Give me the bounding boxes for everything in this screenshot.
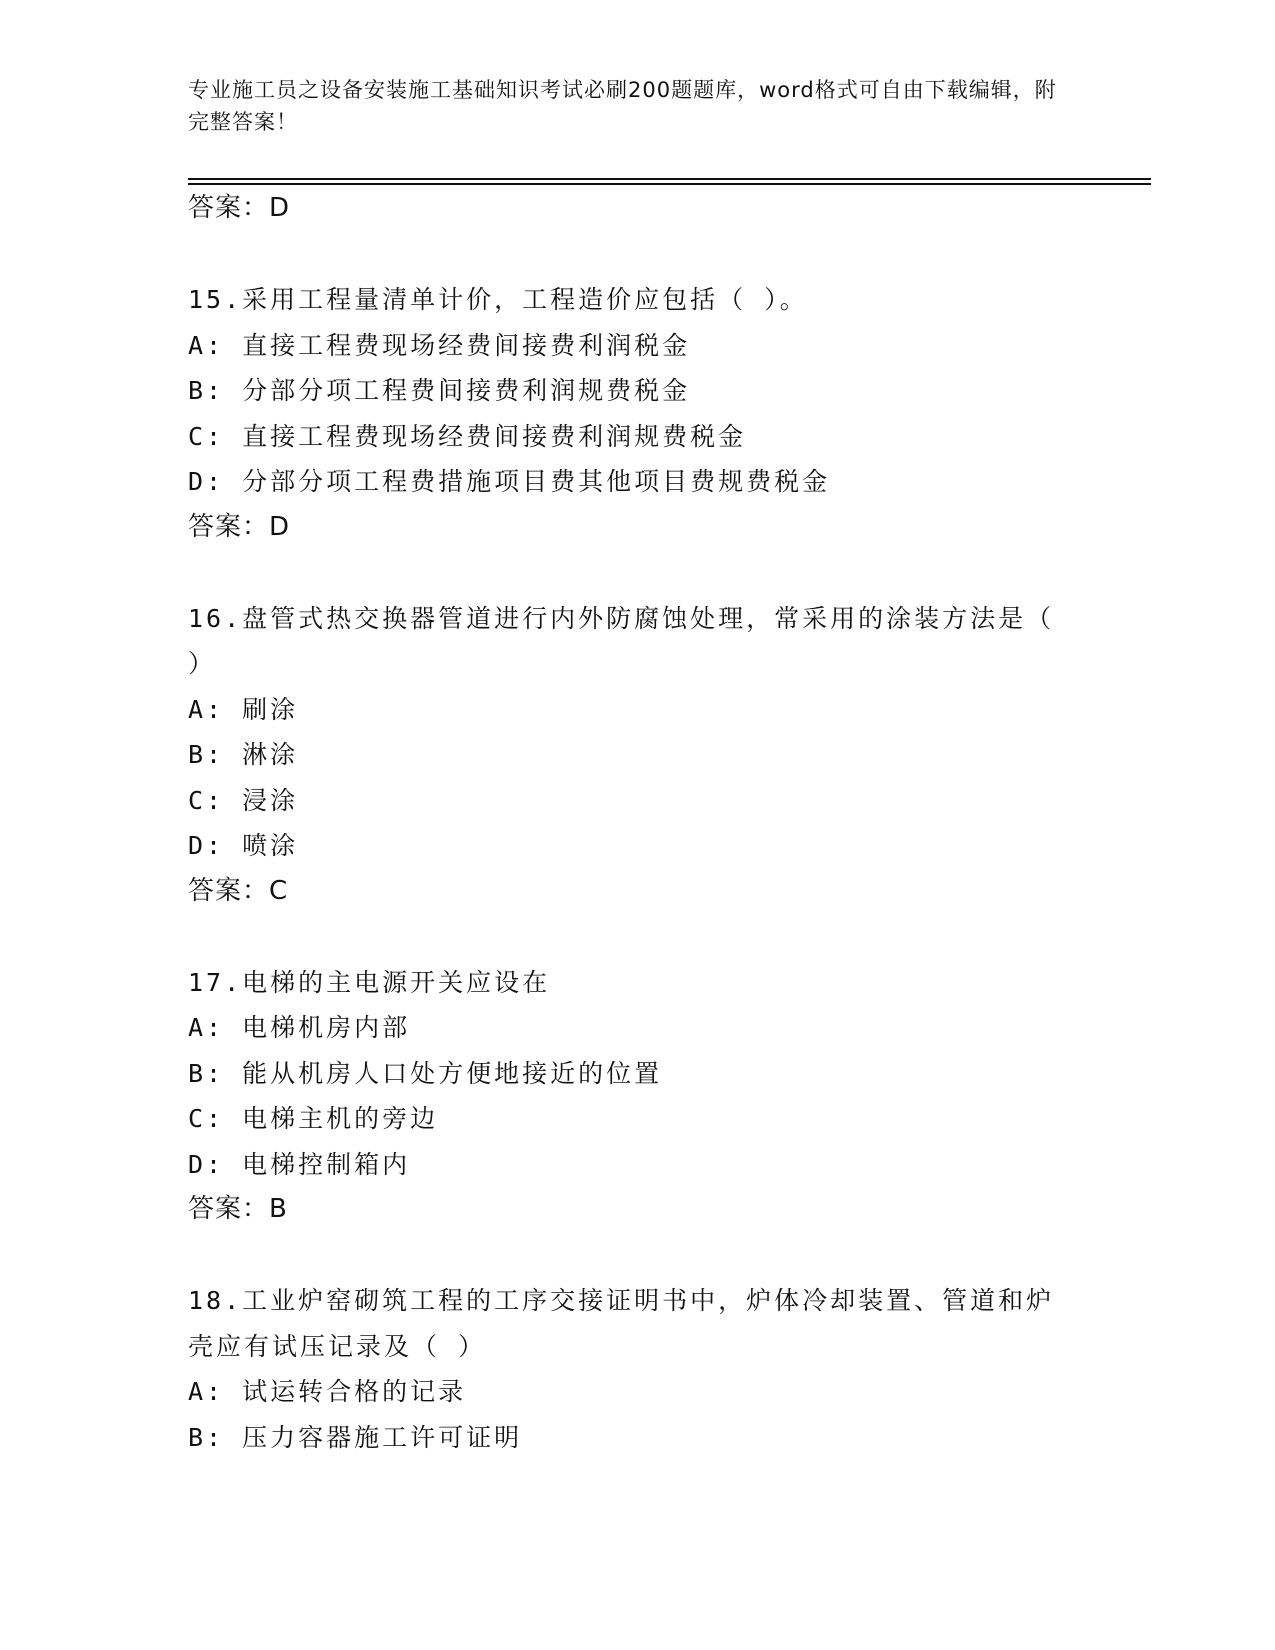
answer-line: 答案：D bbox=[188, 511, 291, 542]
question-content bbox=[188, 186, 1088, 1460]
option-b: B: 淋涂 bbox=[188, 740, 299, 769]
option-d: D: 喷涂 bbox=[188, 831, 299, 860]
answer-line: 答案：C bbox=[188, 875, 289, 906]
spacer bbox=[188, 914, 1088, 960]
option-c: C: 电梯主机的旁边 bbox=[188, 1104, 439, 1133]
option-c: C: 浸涂 bbox=[188, 785, 299, 815]
option-a: A: 直接工程费现场经费间接费利润税金 bbox=[188, 330, 691, 360]
spacer bbox=[188, 550, 1088, 596]
answer-line: 答案：B bbox=[188, 1194, 288, 1224]
option-a: A: 电梯机房内部 bbox=[188, 1013, 411, 1042]
option-b: B: 压力容器施工许可证明 bbox=[188, 1422, 523, 1452]
option-b: B: 分部分项工程费间接费利润规费税金 bbox=[188, 376, 691, 405]
option-a: A: 刷涂 bbox=[188, 694, 299, 724]
header-rule-top bbox=[188, 178, 1151, 180]
question-text: 16.盘管式热交换器管道进行内外防腐蚀处理，常采用的涂装方法是（ ） bbox=[188, 603, 1055, 678]
option-a: A: 试运转合格的记录 bbox=[188, 1377, 467, 1406]
option-d: D: 分部分项工程费措施项目费其他项目费规费税金 bbox=[188, 467, 831, 496]
question-text: 17.电梯的主电源开关应设在 bbox=[188, 967, 551, 997]
spacer bbox=[188, 232, 1088, 278]
answer-line: 答案：D bbox=[188, 193, 291, 223]
spacer bbox=[188, 1233, 1088, 1279]
header-rule-bottom bbox=[188, 183, 1151, 185]
document-header: 专业施工员之设备安装施工基础知识考试必刷200题题库，word格式可自由下载编辑，附完整答案！ bbox=[188, 78, 1057, 134]
question-text: 18.工业炉窑砌筑工程的工序交接证明书中，炉体冷却装置、管道和炉壳应有试压记录及（ ） bbox=[188, 1286, 1055, 1361]
option-b: B: 能从机房人口处方便地接近的位置 bbox=[188, 1058, 663, 1088]
question-text: 15.采用工程量清单计价，工程造价应包括（ ）。 bbox=[188, 285, 808, 314]
option-c: C: 直接工程费现场经费间接费利润规费税金 bbox=[188, 421, 747, 451]
option-d: D: 电梯控制箱内 bbox=[188, 1149, 411, 1179]
